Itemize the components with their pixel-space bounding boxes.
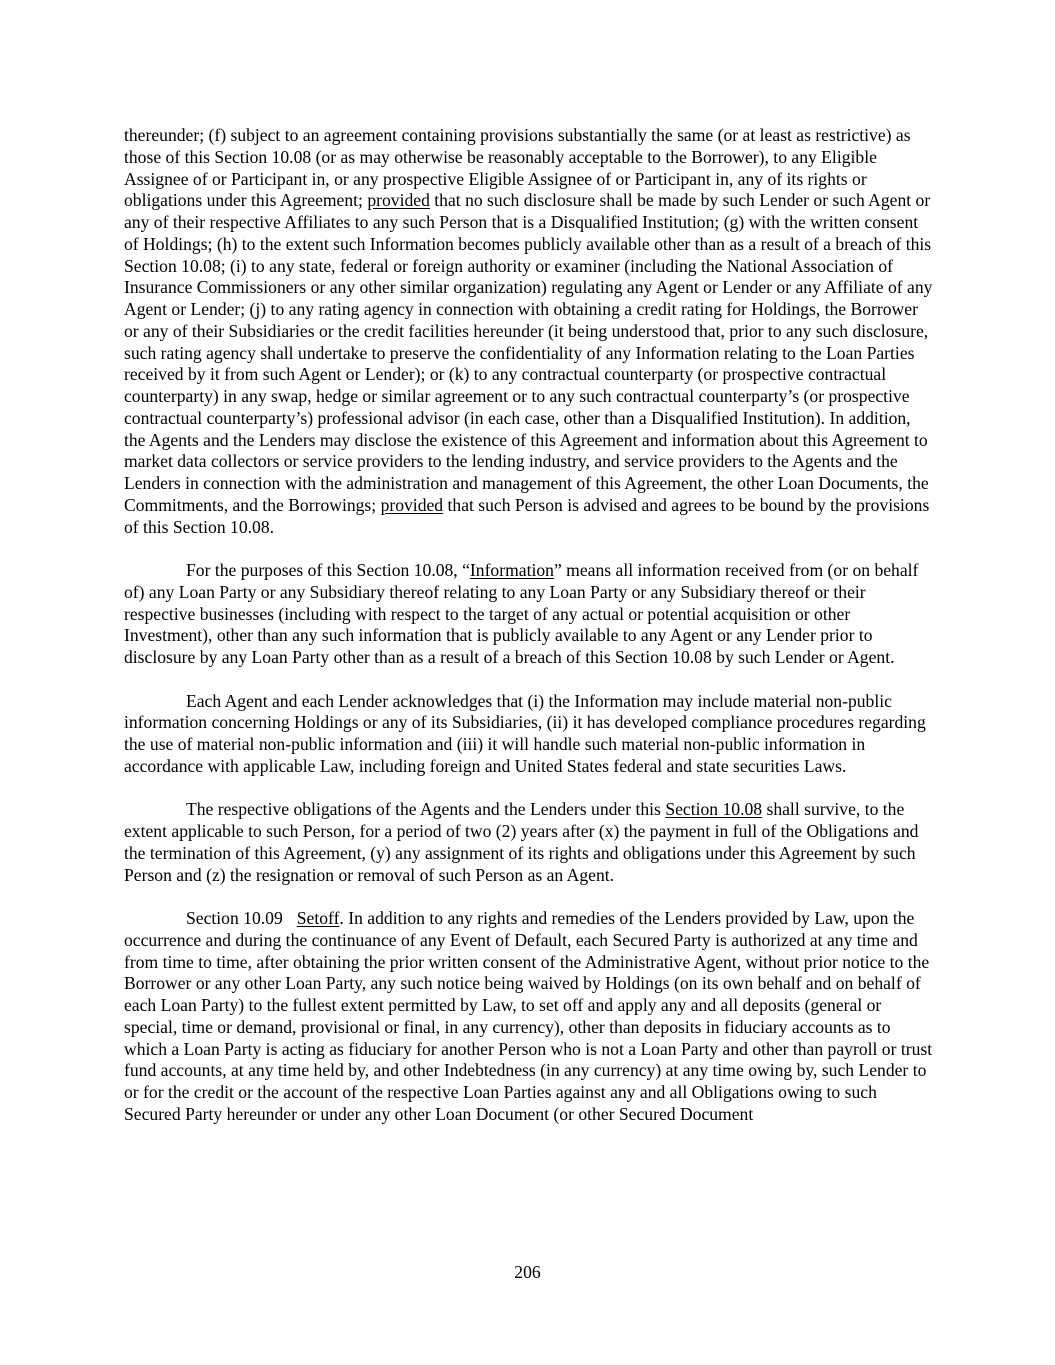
text-run: . In addition to any rights and remedies of the Lenders provided by Law, upon the occurrence and during the continuance of any Event of Default, each Secured Party is authorized at any time and from time to time, after obtaining the prior written consent of the Administrative Agent, without prior notice to the Borrower or any other Loan Party, any such notice being waived by Holdings (on its own behalf and on behalf of each Loan Party) to the fullest extent permitted by Law, to set off and apply any and all deposits (general or special, time or demand, provisional or final, in any currency), other than deposits in fiduciary accounts as to which a Loan Party is acting as fiduciary for another Person who is not a Loan Party and other than payroll or trust fund accounts, at any time held by, and other Indebtedness (in any currency) at any time owing by, such Lender to or for the credit or the account of the respective Loan Parties against any and all Obligations owing to such Secured Party hereunder or under any other Loan Document (or other Secured Document xyxy=(124,908,933,1124)
text-run: Each Agent and each Lender acknowledges that (i) the Information may include material non-public information concerning Holdings or any of its Subsidiaries, (ii) it has developed compliance procedures regarding the use of material non-public information and (iii) it will handle such material non-public information in accordance with applicable Law, including foreign and United States federal and state securities Laws. xyxy=(124,690,926,776)
paragraph-information-definition xyxy=(124,560,934,669)
text-run: ” means all information received from (or on behalf of) any Loan Party or any Subsidiary thereof relating to any Loan Party or any Subsidiary thereof or their respective businesses (including with respect to the target of any actual or potential acquisition or other Investment), other than any such information that is publicly available to any Agent or any Lender prior to disclosure by any Loan Party other than as a result of a breach of this Section 10.08 by such Lender or Agent. xyxy=(124,560,919,667)
provided-term: provided xyxy=(380,494,444,515)
text-run: that such Person is advised and agrees to be bound by the provisions of this Section 10.08. xyxy=(124,494,930,537)
text-run: The respective obligations of the Agents and the Lenders under this xyxy=(186,799,666,820)
paragraph-disclosure-continuation xyxy=(124,125,934,538)
information-term: Information xyxy=(469,560,554,580)
section-number: Section 10.09 xyxy=(186,908,283,928)
page-number: 206 xyxy=(514,1262,541,1282)
provided-term: provided xyxy=(367,190,430,211)
text-run: thereunder; (f) subject to an agreement containing provisions substantially the same (or at least as restrictive) as those of this Section 10.08 (or as may otherwise be reasonably acceptable to the Borrower), to any Eligible Assignee of or Participant in, or any prospective Eligible Assignee of or Participant in, any of its rights or obligations under this Agreement; xyxy=(124,125,911,211)
paragraph-setoff xyxy=(124,908,934,1126)
text-run: that no such disclosure shall be made by such Lender or such Agent or any of their respective Affiliates to any such Person that is a Disqualified Institution; (g) with the written consent of Holdings; (h) to the extent such Information becomes publicly available other than as a result of a breach of this Section 10.08; (i) to any state, federal or foreign authority or examiner (including the National Association of Insurance Commissioners or any other similar organization) regulating any Agent or Lender or any Affiliate of any Agent or Lender; (j) to any rating agency in connection with obtaining a credit rating for Holdings, the Borrower or any of their Subsidiaries or the credit facilities hereunder (it being understood that, prior to any such disclosure, such rating agency shall undertake to preserve the confidentiality of any Information relating to the Loan Parties received by it from such Agent or Lender); or (k) to any contractual counterparty (or prospective contractual counterparty) in any swap, hedge or similar agreement or to any such contractual counterparty’s (or prospective contractual counterparty’s) professional advisor (in each case, other than a Disqualified Institution). In addition, the Agents and the Lenders may disclose the existence of this Agreement and information about this Agreement to market data collectors or service providers to the lending industry, and service providers to the Agents and the Lenders in connection with the administration and management of this Agreement, the other Loan Documents, the Commitments, and the Borrowings; xyxy=(124,190,933,515)
section-title: Setoff xyxy=(296,908,340,928)
section-reference: Section 10.08 xyxy=(665,799,763,820)
paragraph-survival xyxy=(124,799,934,886)
paragraph-acknowledgement xyxy=(124,691,934,778)
text-run: shall survive, to the extent applicable to such Person, for a period of two (2) years after (x) the payment in full of the Obligations and the termination of this Agreement, (y) any assignment of its rights and obligations under this Agreement by such Person and (z) the resignation or removal of such Person as an Agent. xyxy=(124,799,919,885)
text-run: For the purposes of this Section 10.08, “ xyxy=(186,560,470,580)
document-body xyxy=(124,125,934,1147)
